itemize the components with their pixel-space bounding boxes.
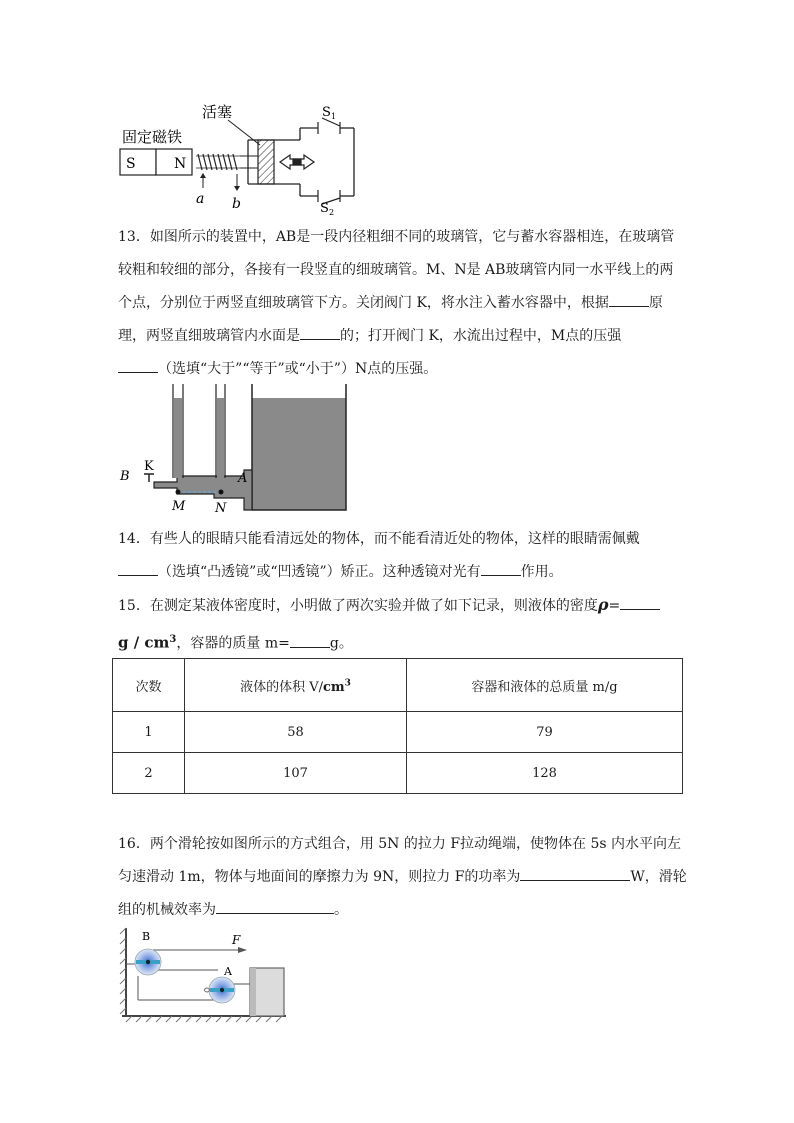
pulley-b — [135, 949, 161, 975]
q15-blank-density[interactable] — [620, 595, 660, 610]
q15-line-1 — [118, 588, 678, 623]
q16-line-2 — [118, 861, 687, 894]
switch-s2-label: S — [320, 201, 329, 215]
density-unit-exp: 3 — [169, 634, 177, 645]
fixed-magnet-label: 固定磁铁 — [122, 128, 183, 146]
q16-line-2-tail: W，滑轮 — [630, 869, 687, 885]
header-trial: 次数 — [113, 659, 185, 712]
question-15 — [118, 588, 678, 661]
force-f-label: F — [232, 933, 241, 947]
vertical-tube-right — [217, 398, 224, 478]
q14-line-2-text: （选填“凸透镜”或“凹透镜”）矫正。这种透镜对光有 — [158, 564, 481, 580]
q13-line-3 — [118, 287, 678, 320]
switch-s1-sub: 1 — [331, 112, 337, 121]
q16-blank-power[interactable] — [520, 866, 630, 881]
point-n-label: N — [215, 501, 227, 516]
header-volume — [185, 659, 407, 712]
q13-line-5 — [118, 353, 678, 386]
header-volume-exp: 3 — [344, 678, 351, 689]
wire-b-label: b — [232, 196, 241, 212]
glass-tube-figure — [114, 384, 354, 516]
pole-s-label: S — [126, 156, 136, 172]
point-m — [176, 490, 181, 495]
pulley-a — [204, 977, 235, 1003]
q13-line-4-text: 理，两竖直细玻璃管内水面是 — [118, 328, 300, 344]
q13-line-4-tail: 的；打开阀门 K，水流出过程中，M点的压强 — [340, 328, 622, 344]
q13-line-2: 较粗和较细的部分，各接有一段竖直的细玻璃管。M、N是 AB玻璃管内同一水平线上的两 — [118, 262, 674, 278]
q13-blank-1[interactable] — [609, 292, 649, 307]
question-16 — [118, 828, 687, 927]
equals-sign: = — [608, 598, 621, 614]
q15-line-1-text: 15．在测定某液体密度时，小明做了两次实验并做了如下记录，则液体的密度 — [118, 598, 598, 614]
q14-line-2 — [118, 556, 678, 589]
cell-trial: 1 — [113, 712, 185, 753]
end-b-label: B — [120, 469, 130, 484]
q13-blank-3[interactable] — [118, 358, 158, 373]
q14-line-2-tail: 作用。 — [520, 564, 563, 580]
q13-line-1: 13．如图所示的装置中，AB是一段内径粗细不同的玻璃管，它与蓄水容器相连，在玻璃管 — [118, 229, 675, 245]
q15-line-2-tail: g。 — [329, 635, 353, 652]
switch-s2-sub: 2 — [329, 208, 335, 215]
piston — [258, 140, 274, 184]
q13-line-3-tail: 原 — [648, 295, 663, 311]
rho-symbol: ρ — [597, 595, 609, 614]
table-header-row — [113, 659, 683, 712]
density-unit: g / cm — [118, 633, 170, 652]
point-m-label: M — [172, 499, 186, 514]
q13-line-5-text: （选填“大于”“等于”或“小于”）N点的压强。 — [158, 361, 438, 377]
wire-a-label: a — [196, 191, 205, 207]
q16-line-2-text: 匀速滑动 1m，物体与地面间的摩擦力为 9N，则拉力 F的功率为 — [118, 869, 521, 885]
q13-blank-2[interactable] — [300, 325, 340, 340]
cell-mass: 79 — [407, 712, 683, 753]
valve-k-label: K — [144, 459, 154, 474]
pulley-b-label: B — [142, 930, 151, 943]
q15-line-2 — [118, 623, 678, 661]
end-a-label: A — [238, 471, 248, 486]
cell-mass: 128 — [407, 753, 683, 794]
q14-line-1: 14．有些人的眼睛只能看清远处的物体，而不能看清近处的物体，这样的眼睛需佩戴 — [118, 531, 640, 547]
measurement-table — [112, 658, 683, 794]
q13-line-3-text: 个点，分别位于两竖直细玻璃管下方。关闭阀门 K，将水注入蓄水容器中，根据 — [118, 295, 609, 311]
pulley-a-label: A — [224, 965, 232, 978]
pole-n-label: N — [174, 156, 187, 172]
header-mass: 容器和液体的总质量 m/g — [407, 659, 683, 712]
cell-trial: 2 — [113, 753, 185, 794]
q15-line-2-text: ，容器的质量 m= — [176, 635, 290, 652]
cell-volume: 107 — [185, 753, 407, 794]
point-n — [219, 490, 224, 495]
q16-blank-efficiency[interactable] — [216, 899, 334, 914]
header-volume-unit: cm — [322, 679, 345, 695]
switch-s1-label: S — [322, 105, 331, 120]
q14-blank-2[interactable] — [481, 561, 521, 576]
double-arrow-icon — [280, 155, 314, 169]
table-row — [113, 753, 683, 794]
q16-line-3-tail: 。 — [334, 902, 348, 918]
q16-line-3 — [118, 894, 678, 927]
water-reservoir — [252, 398, 346, 510]
q14-blank-1[interactable] — [118, 561, 158, 576]
q16-line-1: 16．两个滑轮按如图所示的方式组合，用 5N 的拉力 F拉动绳端，使物体在 5s 内水平向左 — [118, 836, 682, 852]
q16-line-3-text: 组的机械效率为 — [118, 902, 216, 918]
q15-blank-mass[interactable] — [290, 633, 330, 648]
header-volume-text: 液体的体积 V/ — [240, 679, 323, 695]
question-13 — [118, 221, 678, 386]
q13-line-4 — [118, 320, 678, 353]
cell-volume: 58 — [185, 712, 407, 753]
pulley-figure — [118, 924, 288, 1024]
table-row — [113, 712, 683, 753]
question-14 — [118, 523, 678, 589]
piston-label: 活塞 — [202, 103, 233, 121]
magnet-piston-figure — [110, 100, 370, 215]
vertical-tube-left — [174, 398, 182, 478]
